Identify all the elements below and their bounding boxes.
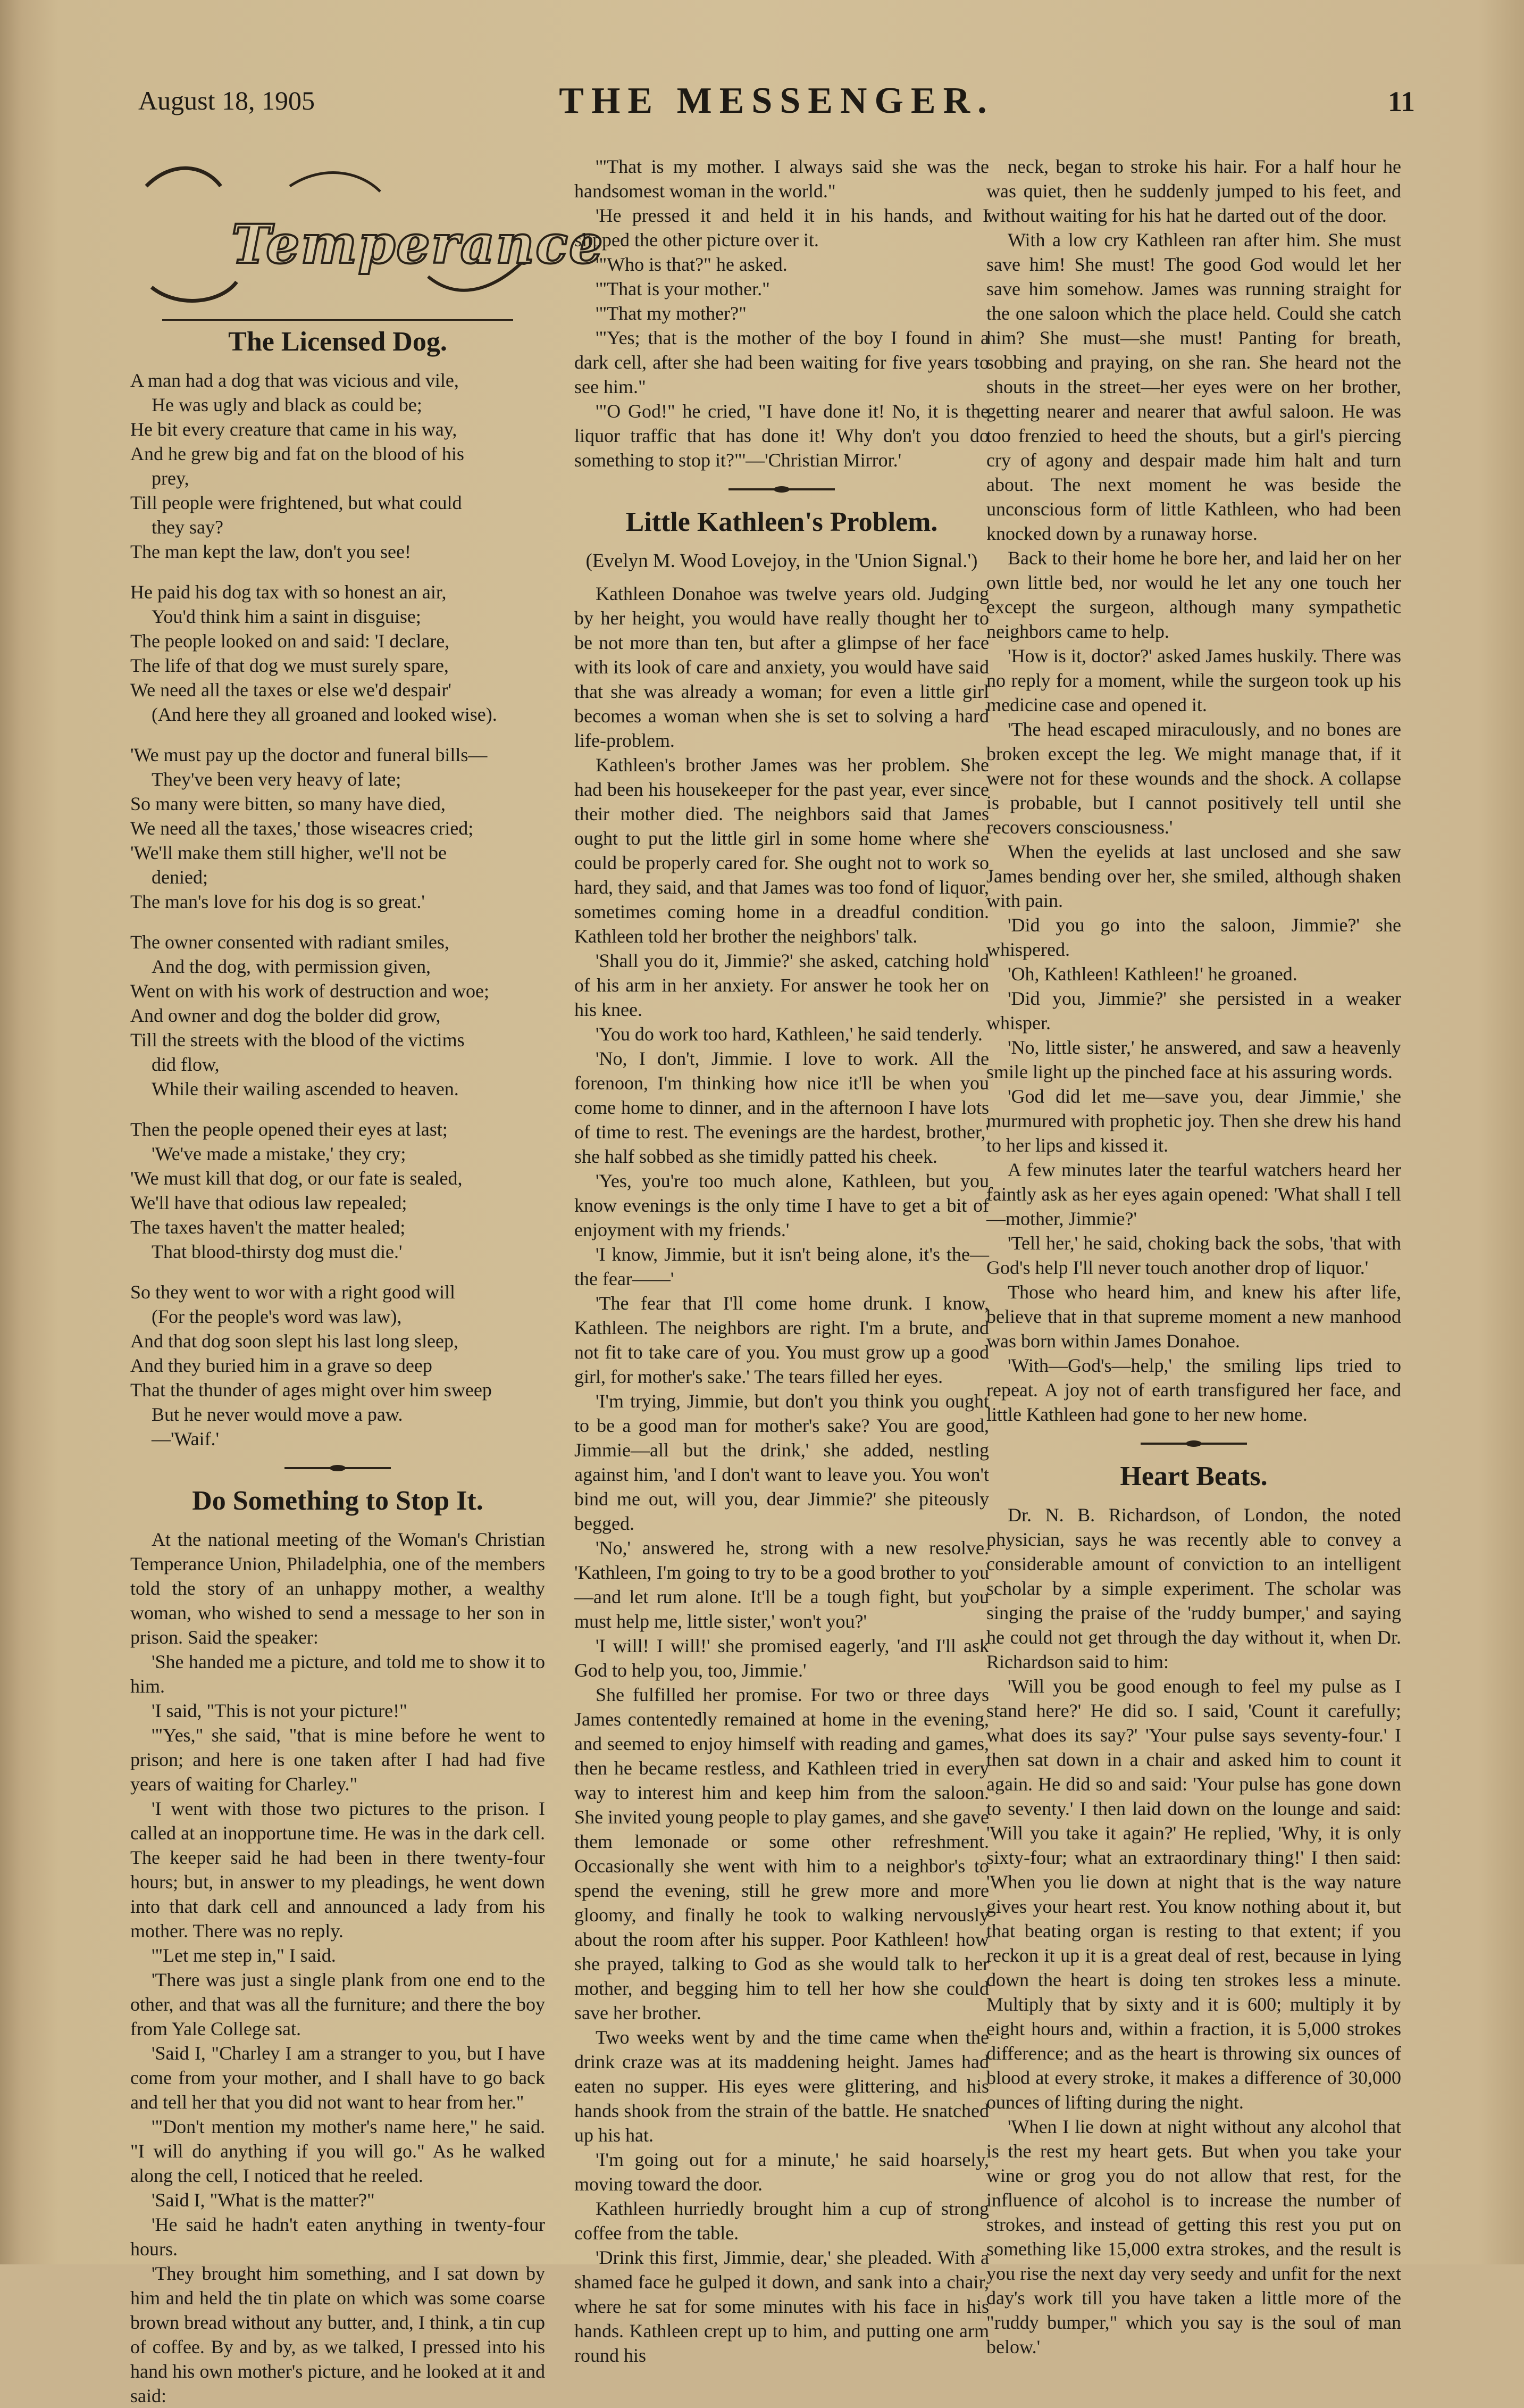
do-something-continued	[574, 154, 989, 472]
paragraph: 'Said I, "Charley I am a stranger to you, but I have come from your mother, and I shall have to go back and tell her that you did not want to hear from her."	[130, 2043, 545, 2113]
paragraph: 'She handed me a picture, and told me to show it to him.	[130, 1651, 545, 1697]
poem-line: did flow,	[152, 1054, 220, 1075]
poem-stanza	[130, 1117, 545, 1264]
poem-line: (For the people's word was law),	[152, 1306, 402, 1327]
poem-stanza	[130, 1280, 545, 1451]
poem-line: Went on with his work of destruction and woe;	[130, 980, 489, 1002]
paragraph: 'Said I, "What is the matter?"	[152, 2189, 375, 2211]
issue-date: August 18, 1905	[138, 86, 315, 115]
paragraph: 'I'm going out for a minute,' he said hoarsely, moving toward the door.	[574, 2149, 989, 2195]
paragraph: 'Shall you do it, Jimmie?' she asked, catching hold of his arm in her anxiety. For answer he took her on his knee.	[574, 950, 989, 1020]
paragraph: neck, began to stroke his hair. For a half hour he was quiet, then he suddenly jumped to his feet, and without waiting for his hat he darted out of the door.	[986, 156, 1401, 226]
poem-line: So many were bitten, so many have died,	[130, 793, 446, 814]
poem-line: But he never would move a paw.	[152, 1404, 403, 1425]
poem-line: And owner and dog the bolder did grow,	[130, 1005, 441, 1026]
paragraph: At the national meeting of the Woman's Christian Temperance Union, Philadelphia, one of the members told the story of an unhappy mother, a wealthy woman, who wished to send a message to her son in prison. Said the speaker:	[130, 1529, 545, 1648]
poem-line: prey,	[152, 468, 189, 489]
poem-stanza	[130, 368, 545, 564]
poem-line: So they went to wor with a right good will	[130, 1281, 455, 1303]
poem-stanza	[130, 930, 545, 1101]
paragraph: '"That my mother?"	[596, 303, 747, 324]
paragraph: '"Don't mention my mother's name here," he said. "I will do anything if you will go." As he walked along the cell, I noticed that he reeled.	[130, 2116, 545, 2186]
poem-line: —'Waif.'	[152, 1428, 220, 1449]
poem-line: (And here they all groaned and looked wise).	[152, 704, 497, 725]
column-1	[130, 154, 604, 2406]
paragraph: Those who heard him, and knew his after life, believe that in that supreme moment a new manhood was born within James Donahoe.	[986, 1281, 1401, 1352]
paragraph: With a low cry Kathleen ran after him. She must save him! She must! The good God would let her save him somehow. James was running straight for the one saloon which the place held. Could she catch him? She must—she must! Panting for breath, sobbing and praying, on she ran. She heard not the shouts in the street—her eyes were on her brother, getting nearer and nearer that awful saloon. He was too frenzied to heed the shouts, but a girl's piercing cry of agony and despair made him halt and turn about. The next moment he was beside the unconscious form of little Kathleen, who had been knocked down by a runaway horse.	[986, 229, 1401, 544]
poem-line: The owner consented with radiant smiles,	[130, 931, 449, 953]
section-divider	[728, 488, 835, 490]
paragraph: Back to their home he bore her, and laid her on her own little bed, nor would he let any one touch her except the surgeon, although many sympathetic neighbors came to help.	[986, 547, 1401, 642]
licensed-dog-poem	[130, 368, 545, 1451]
licensed-dog-title: The Licensed Dog.	[162, 319, 513, 357]
temperance-section-logo	[130, 154, 604, 314]
paragraph: Two weeks went by and the time came when the drink craze was at its maddening height. James had eaten no supper. His eyes were glittering, and his hands shook from the strain of the battle. He snatched up his hat.	[574, 2027, 989, 2146]
paragraph: 'God did let me—save you, dear Jimmie,' she murmured with prophetic joy. Then she drew his hand to her lips and kissed it.	[986, 1086, 1401, 1156]
poem-stanza	[130, 580, 545, 727]
poem-line: they say?	[152, 516, 223, 538]
paragraph: 'Did you go into the saloon, Jimmie?' she whispered.	[986, 914, 1401, 960]
poem-line: 'We must pay up the doctor and funeral bills—	[130, 744, 488, 765]
paragraph: 'Did you, Jimmie?' she persisted in a weaker whisper.	[986, 988, 1401, 1034]
page-number: 11	[1387, 86, 1415, 118]
section-divider	[284, 1467, 391, 1469]
temperance-lettering: Temperance	[231, 213, 604, 276]
paragraph: 'No,' answered he, strong with a new resolve. 'Kathleen, I'm going to try to be a good brother to you—and let rum alone. It'll be a tough fight, but you must help me, little sister,' won't you?'	[574, 1537, 989, 1632]
paragraph: 'The fear that I'll come home drunk. I know, Kathleen. The neighbors are right. I'm a brute, and not fit to take care of you. You must grow up a good girl, for mother's sake.' The tears filled her eyes.	[574, 1293, 989, 1387]
poem-line: He was ugly and black as could be;	[152, 394, 422, 415]
paragraph: 'When I lie down at night without any alcohol that is the rest my heart gets. But when you take your wine or grog you do not allow that rest, for the influence of alcohol is to increase the number of strokes, and instead of getting this rest you put on something like 15,000 extra strokes, and the result is you rise the next day very seedy and unfit for the next day's work till you have taken a little more of the "ruddy bumper," which you say is the soul of man below.'	[986, 2116, 1401, 2357]
kathleen-title: Little Kathleen's Problem.	[625, 507, 938, 537]
paragraph: 'Will you be good enough to feel my pulse as I stand here?' He did so. I said, 'Count it carefully; what does its say?' 'Your pulse says seventy-four.' I then sat down in a chair and asked him to count it again. He did so and said: 'Your pulse has gone down to seventy.' I then laid down on the lounge and said: 'Will you take it again?' He replied, 'Why, it is only sixty-four; what an extraordinary thing!' I then said: 'When you lie down at night that is the way nature gives your heart rest. You know nothing about it, but that beating organ is resting to that extent; if you reckon it up it is a great deal of rest, because in lying down the heart is doing ten strokes less a minute. Multiply that by sixty and it is 600; multiply it by eight hours and, within a fraction, it is 5,000 strokes difference; and as the heart is throwing six ounces of blood at every stroke, it makes a difference of 30,000 ounces of lifting during the night.	[986, 1676, 1401, 2113]
poem-line: The man kept the law, don't you see!	[130, 541, 411, 562]
poem-line: Till the streets with the blood of the victims	[130, 1029, 465, 1051]
paragraph: 'He pressed it and held it in his hands, and I slipped the other picture over it.	[574, 205, 989, 251]
poem-line: The man's love for his dog is so great.'	[130, 891, 425, 912]
poem-line: We'll have that odious law repealed;	[130, 1192, 407, 1213]
paragraph: Kathleen's brother James was her problem. She had been his housekeeper for the past year, ever since their mother died. The neighbors said that James ought to put the little girl in some home where she could be properly cared for. She ought not to work so hard, they said, and that James was too fond of liquor, sometimes coming home in a dreadful condition. Kathleen told her brother the neighbors' talk.	[574, 754, 989, 947]
poem-line: While their wailing ascended to heaven.	[152, 1078, 459, 1099]
poem-line: We need all the taxes or else we'd despair'	[130, 679, 451, 701]
paragraph: 'Oh, Kathleen! Kathleen!' he groaned.	[1008, 963, 1297, 985]
paragraph: '"Who is that?" he asked.	[596, 254, 788, 275]
poem-line: And the dog, with permission given,	[152, 956, 431, 977]
kathleen-continued	[986, 154, 1401, 1427]
paragraph: Kathleen hurriedly brought him a cup of strong coffee from the table.	[574, 2198, 989, 2244]
paragraph: 'He said he hadn't eaten anything in twenty-four hours.	[130, 2214, 545, 2260]
paragraph: 'I went with those two pictures to the prison. I called at an inopportune time. He was in the dark cell. The keeper said he had been in there twenty-four hours; but, in answer to my pleadings, he went down into that dark cell and announced a lady from his mother. There was no reply.	[130, 1798, 545, 1942]
paragraph: 'I said, "This is not your picture!"	[152, 1700, 407, 1721]
poem-line: They've been very heavy of late;	[152, 769, 401, 790]
poem-line: A man had a dog that was vicious and vile,	[130, 370, 459, 391]
paragraph: She fulfilled her promise. For two or three days James contentedly remained at home in the evening, and seemed to enjoy himself with reading and games, then he became restless, and Kathleen tried in every way to interest him and keep him from the saloon. She invited young people to play games, and she gave them lemonade or some other refreshment. Occasionally she went with him to a neighbor's to spend the evening, still he grew more and more gloomy, and finally he took to walking nervously about the room after his supper. Poor Kathleen! how she prayed, talking to God as she would talk to her mother, and begging him to tell her how she could save her brother.	[574, 1684, 989, 2023]
poem-line: And they buried him in a grave so deep	[130, 1355, 432, 1376]
poem-line: That blood-thirsty dog must die.'	[152, 1241, 403, 1262]
poem-line: And he grew big and fat on the blood of his	[130, 443, 464, 464]
poem-line: And that dog soon slept his last long sleep,	[130, 1330, 458, 1352]
poem-line: The taxes haven't the matter healed;	[130, 1217, 406, 1238]
column-3	[986, 154, 1401, 2357]
paragraph: '"Yes; that is the mother of the boy I found in a dark cell, after she had been waiting for five years to see him."	[574, 327, 989, 397]
paragraph: '"O God!" he cried, "I have done it! No, it is the liquor traffic that has done it! Why don't you do something to stop it?"'—'Christian Mirror.'	[574, 401, 989, 471]
paragraph: 'Yes, you're too much alone, Kathleen, but you know evenings is the only time I have to get a bit of enjoyment with my friends.'	[574, 1170, 989, 1240]
poem-line: 'We've made a mistake,' they cry;	[152, 1143, 406, 1164]
paragraph: '"That is your mother."	[596, 278, 770, 299]
kathleen-byline: (Evelyn M. Wood Lovejoy, in the 'Union Signal.')	[585, 550, 978, 572]
poem-line: 'We must kill that dog, or our fate is sealed,	[130, 1168, 463, 1189]
paragraph: Kathleen Donahoe was twelve years old. Judging by her height, you would have really thought her to be not more than ten, but after a glimpse of her face with its look of care and anxiety, you would have said that she was already a woman; for even a little girl becomes a woman when she is set to solving a hard life-problem.	[574, 583, 989, 751]
poem-line: He bit every creature that came in his way,	[130, 419, 457, 440]
poem-line: 'We'll make them still higher, we'll not be	[130, 842, 447, 863]
paragraph: When the eyelids at last unclosed and she saw James bending over her, she smiled, although shaken with pain.	[986, 841, 1401, 911]
paragraph: 'I will! I will!' she promised eagerly, 'and I'll ask God to help you, too, Jimmie.'	[574, 1635, 989, 1681]
page-header	[138, 80, 1415, 144]
paragraph: Dr. N. B. Richardson, of London, the noted physician, says he was recently able to convey a considerable amount of conviction to an intelligent scholar by a simple experiment. The scholar was singing the praise of the 'ruddy bumper,' and saying he could not get through the day without it, when Dr. Richardson said to him:	[986, 1504, 1401, 1672]
paragraph: 'With—God's—help,' the smiling lips tried to repeat. A joy not of earth transfigured her face, and little Kathleen had gone to her new home.	[986, 1355, 1401, 1425]
poem-line: The life of that dog we must surely spare,	[130, 655, 449, 676]
paragraph: 'No, I don't, Jimmie. I love to work. All the forenoon, I'm thinking how nice it'll be when you come home to dinner, and in the afternoon I have lots of time to rest. The evenings are the hardest, brother,' she half sobbed as she timidly patted his cheek.	[574, 1048, 989, 1167]
paragraph: '"Yes," she said, "that is mine before he went to prison; and here is one taken after I had had five years of waiting for Charley."	[130, 1724, 545, 1795]
poem-line: The people looked on and said: 'I declare,	[130, 630, 450, 652]
do-something-title: Do Something to Stop It.	[192, 1486, 483, 1516]
paragraph: 'The head escaped miraculously, and no bones are broken except the leg. We might manage that, if it were not for these wounds and the shock. A collapse is probable, but I cannot positively tell until she recovers consciousness.'	[986, 719, 1401, 838]
paragraph: 'I'm trying, Jimmie, but don't you think you ought to be a good man for mother's sake? You are good, Jimmie—all but the drink,' she added, nestling against him, 'and I don't want to leave you. You won't bind me out, will you, dear Jimmie?' she piteously begged.	[574, 1390, 989, 1534]
paragraph: 'Drink this first, Jimmie, dear,' she pleaded. With a shamed face he gulped it down, and sank into a chair, where he sat for some minutes with his face in his hands. Kathleen crept up to him, and putting one arm round his	[574, 2247, 989, 2366]
section-divider	[1141, 1443, 1247, 1445]
paragraph: '"That is my mother. I always said she was the handsomest woman in the world."	[574, 156, 989, 202]
paragraph: 'You do work too hard, Kathleen,' he said tenderly.	[596, 1023, 983, 1045]
poem-line: That the thunder of ages might over him sweep	[130, 1379, 492, 1401]
paragraph: 'How is it, doctor?' asked James huskily. There was no reply for a moment, while the surgeon took up his medicine case and opened it.	[986, 645, 1401, 715]
paragraph: A few minutes later the tearful watchers heard her faintly ask as her eyes again opened: 'What shall I tell—mother, Jimmie?'	[986, 1159, 1401, 1229]
paragraph: '"Let me step in," I said.	[152, 1945, 336, 1966]
paragraph: 'No, little sister,' he answered, and saw a heavenly smile light up the pinched face at his assuring words.	[986, 1037, 1401, 1082]
column-2	[574, 154, 989, 2366]
kathleen-article	[574, 581, 989, 2368]
poem-line: Till people were frightened, but what could	[130, 492, 462, 513]
poem-line: Then the people opened their eyes at last;	[130, 1119, 448, 1140]
poem-line: denied;	[152, 866, 208, 888]
poem-line: We need all the taxes,' those wiseacres cried;	[130, 818, 474, 839]
do-something-article	[130, 1527, 545, 2408]
heart-beats-article	[986, 1503, 1401, 2359]
poem-stanza	[130, 743, 545, 914]
paragraph: 'Tell her,' he said, choking back the sobs, 'that with God's help I'll never touch another drop of liquor.'	[986, 1232, 1401, 1278]
heart-beats-title: Heart Beats.	[1120, 1461, 1268, 1492]
masthead-title: THE MESSENGER.	[559, 80, 994, 121]
poem-line: He paid his dog tax with so honest an air,	[130, 581, 447, 603]
paragraph: 'They brought him something, and I sat down by him and held the tin plate on which was some coarse brown bread without any butter, and, I think, a tin cup of coffee. By and by, as we talked, I pressed into his hand his own mother's picture, and he looked at it and said:	[130, 2263, 545, 2406]
paragraph: 'I know, Jimmie, but it isn't being alone, it's the—the fear——'	[574, 1244, 989, 1289]
poem-line: You'd think him a saint in disguise;	[152, 606, 421, 627]
paragraph: 'There was just a single plank from one end to the other, and that was all the furniture; and there the boy from Yale College sat.	[130, 1969, 545, 2039]
